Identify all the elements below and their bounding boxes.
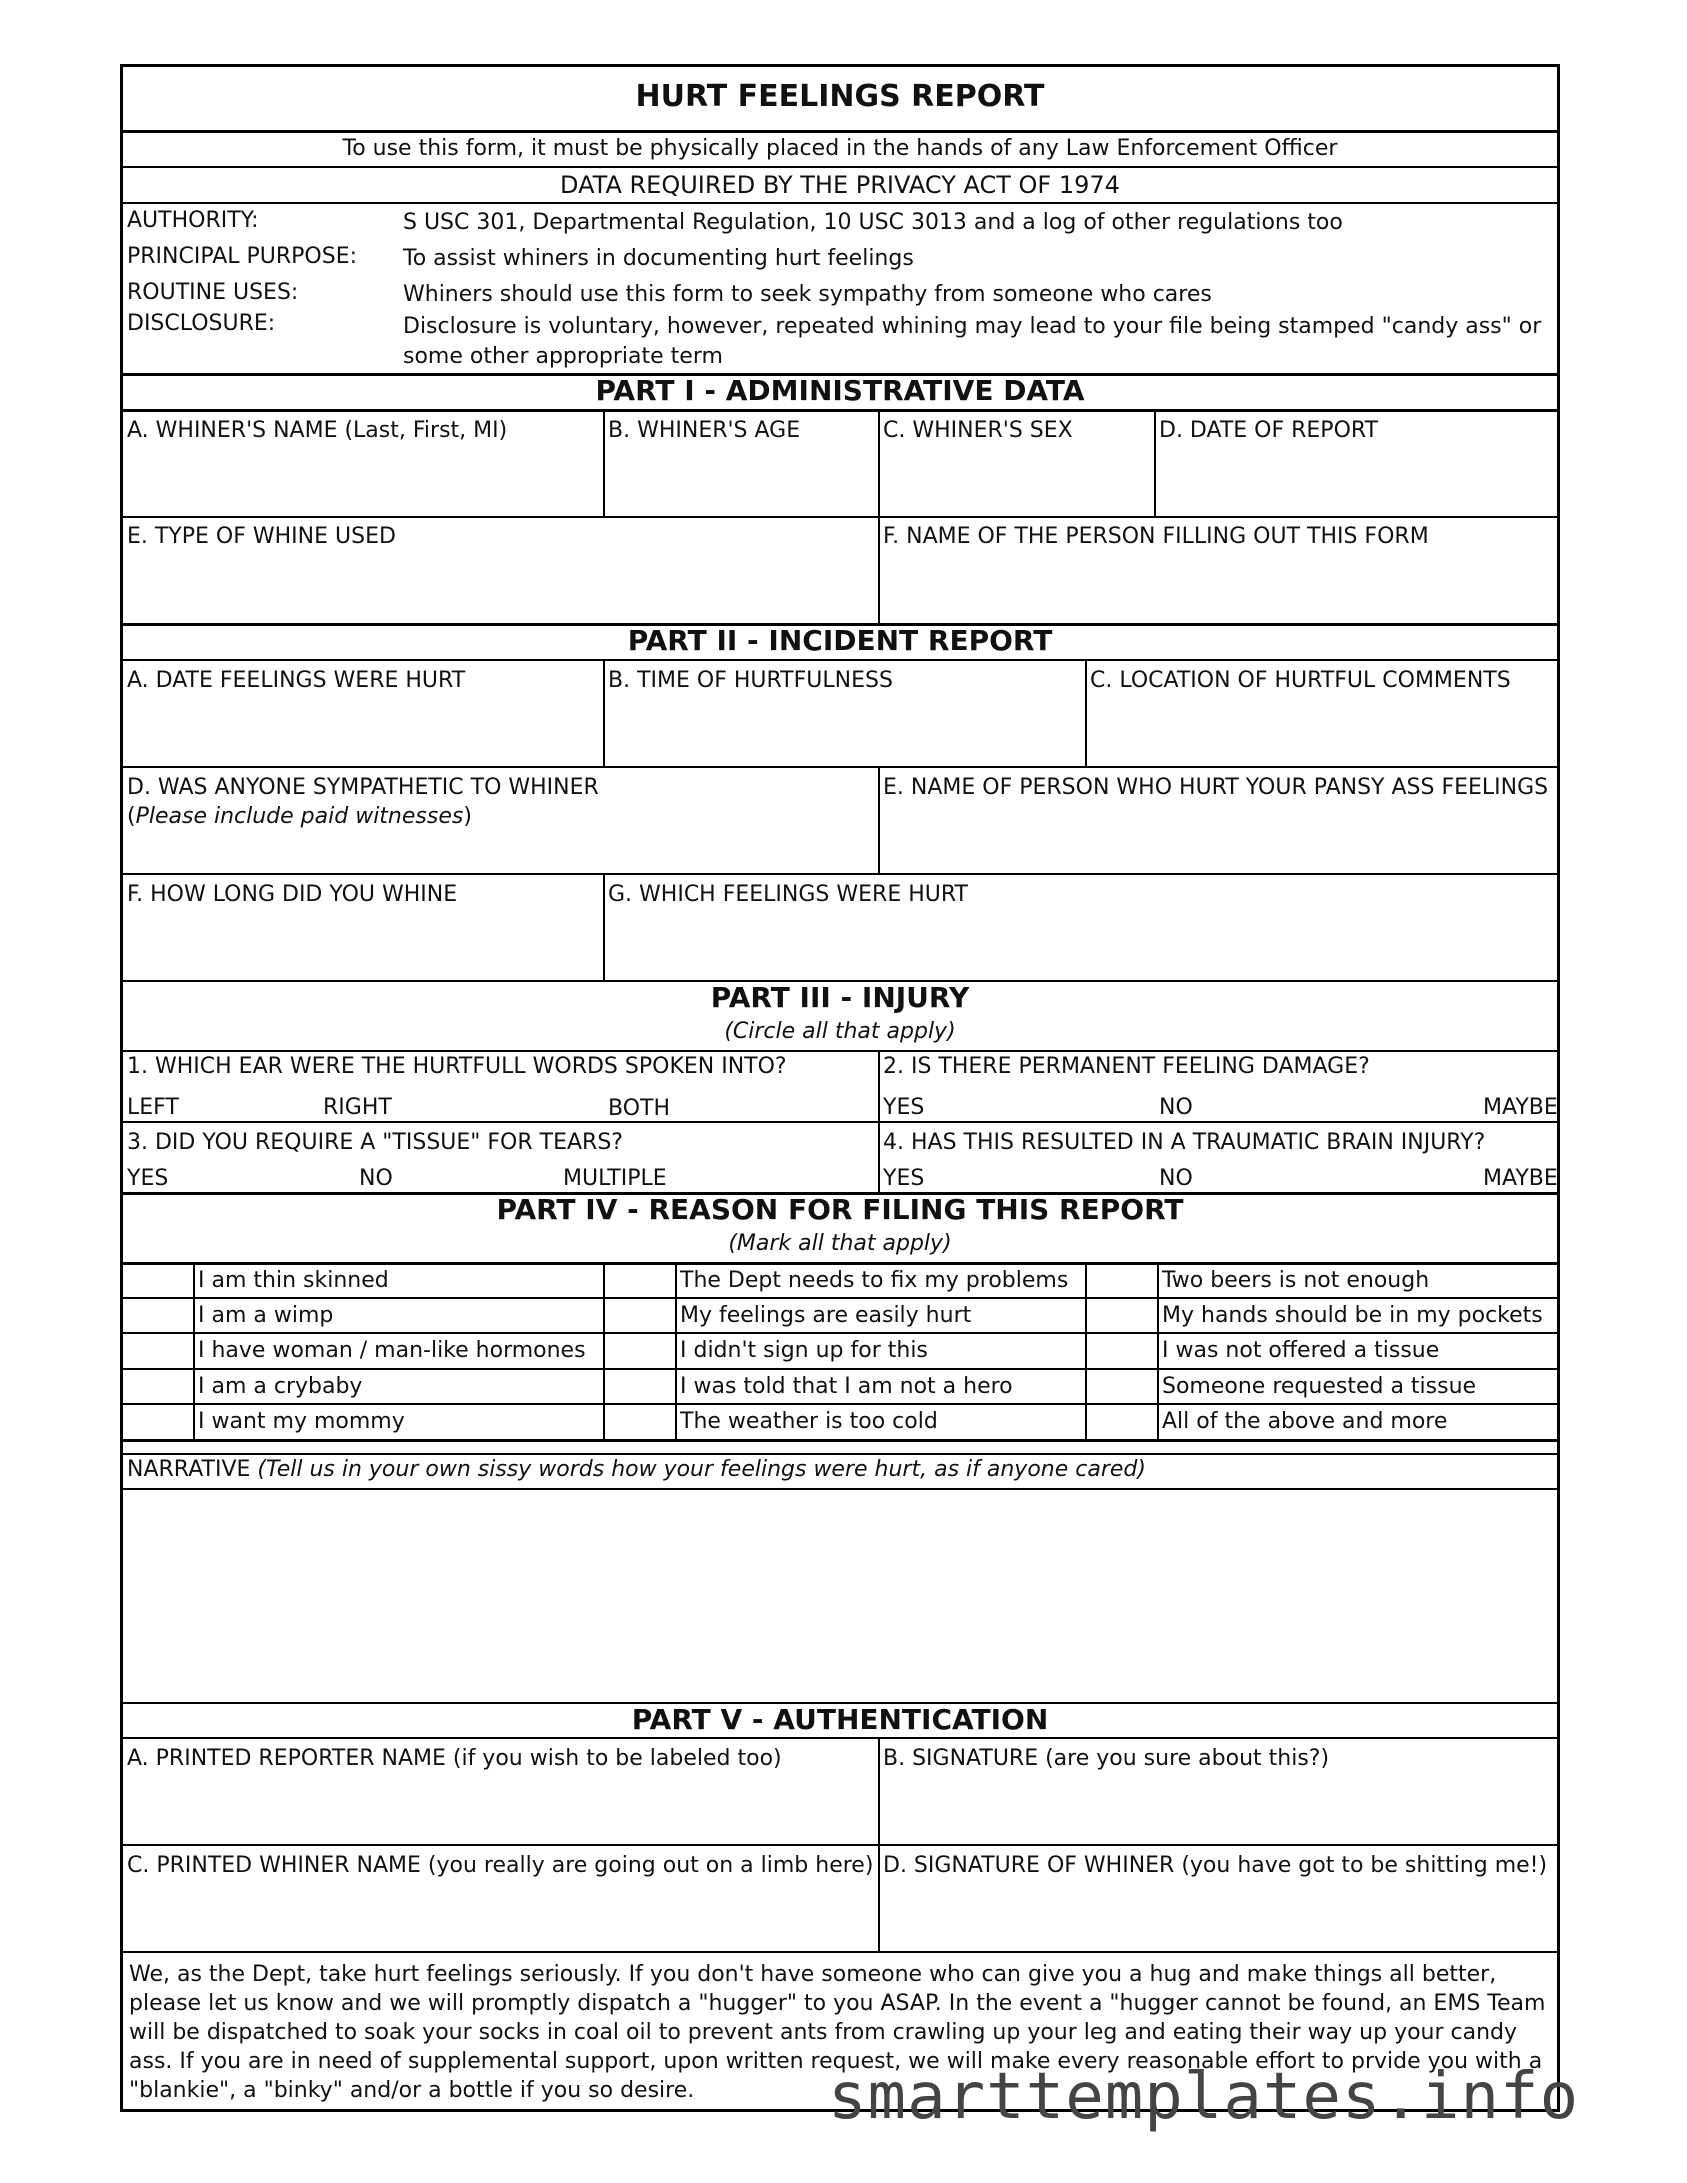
option-maybe[interactable]: MAYBE <box>1483 1095 1558 1120</box>
divider <box>123 766 1557 768</box>
reason-label: I am thin skinned <box>198 1268 389 1293</box>
option-yes[interactable]: YES <box>883 1166 925 1191</box>
purpose-label: PRINCIPAL PURPOSE: <box>127 244 358 269</box>
reason-label: I didn't sign up for this <box>680 1338 928 1363</box>
date-of-report-field[interactable]: D. DATE OF REPORT <box>1159 418 1379 443</box>
date-hurt-field[interactable]: A. DATE FEELINGS WERE HURT <box>127 668 466 693</box>
question-ear: 1. WHICH EAR WERE THE HURTFULL WORDS SPOKEN INTO? <box>127 1054 787 1079</box>
reason-label: The Dept needs to fix my problems <box>680 1268 1069 1293</box>
reason-checkbox[interactable] <box>123 1405 193 1439</box>
reason-checkbox[interactable] <box>605 1334 675 1368</box>
divider <box>123 1453 1557 1455</box>
divider <box>123 1844 1557 1846</box>
divider <box>603 409 605 516</box>
reason-label: Someone requested a tissue <box>1162 1374 1477 1399</box>
sympathy-field[interactable]: D. WAS ANYONE SYMPATHETIC TO WHINER <box>127 775 599 800</box>
option-yes[interactable]: YES <box>883 1095 925 1120</box>
option-both[interactable]: BOTH <box>608 1096 671 1121</box>
divider <box>1154 409 1156 516</box>
offender-name-field[interactable]: E. NAME OF PERSON WHO HURT YOUR PANSY ASS FEELINGS <box>883 775 1549 800</box>
reason-label: The weather is too cold <box>680 1409 938 1434</box>
part4-heading: PART IV - REASON FOR FILING THIS REPORT <box>496 1193 1184 1226</box>
reason-label: All of the above and more <box>1162 1409 1448 1434</box>
routine-text: Whiners should use this form to seek sympathy from someone who cares <box>403 282 1212 307</box>
option-no[interactable]: NO <box>359 1166 393 1191</box>
whiner-printed-name-field[interactable]: C. PRINTED WHINER NAME (you really are going out on a limb here) <box>127 1853 874 1878</box>
hurt-feelings-form <box>120 64 1560 2112</box>
part2-heading: PART II - INCIDENT REPORT <box>627 624 1053 657</box>
divider <box>123 1121 1557 1123</box>
routine-label: ROUTINE USES: <box>127 280 299 305</box>
reason-checkbox[interactable] <box>1087 1405 1157 1439</box>
divider <box>123 1951 1557 1953</box>
disclosure-text-cont: some other appropriate term <box>403 344 723 369</box>
privacy-heading: DATA REQUIRED BY THE PRIVACY ACT OF 1974 <box>560 171 1120 199</box>
reason-checkbox[interactable] <box>123 1264 193 1297</box>
reason-label: I have woman / man-like hormones <box>198 1338 586 1363</box>
option-left[interactable]: LEFT <box>127 1095 179 1120</box>
reason-checkbox[interactable] <box>123 1299 193 1332</box>
reason-checkbox[interactable] <box>123 1370 193 1403</box>
option-multiple[interactable]: MULTIPLE <box>563 1166 667 1191</box>
part4-instruction: (Mark all that apply) <box>728 1231 952 1256</box>
option-right[interactable]: RIGHT <box>323 1095 392 1120</box>
purpose-text: To assist whiners in documenting hurt feelings <box>403 246 914 271</box>
divider <box>123 516 1557 518</box>
narrative-textarea[interactable] <box>123 1490 1557 1700</box>
option-maybe[interactable]: MAYBE <box>1483 1166 1558 1191</box>
divider <box>123 873 1557 875</box>
reason-checkbox[interactable] <box>1087 1299 1157 1332</box>
question-damage: 2. IS THERE PERMANENT FEELING DAMAGE? <box>883 1054 1370 1079</box>
reason-label: I was told that I am not a hero <box>680 1374 1013 1399</box>
location-field[interactable]: C. LOCATION OF HURTFUL COMMENTS <box>1090 668 1511 693</box>
divider <box>123 409 1557 412</box>
reason-label: I want my mommy <box>198 1409 405 1434</box>
part1-heading: PART I - ADMINISTRATIVE DATA <box>595 374 1085 407</box>
whiner-name-field[interactable]: A. WHINER'S NAME (Last, First, MI) <box>127 418 508 443</box>
reason-checkbox[interactable] <box>1087 1264 1157 1297</box>
sympathy-note: (Please include paid witnesses) <box>127 804 472 829</box>
reason-checkbox[interactable] <box>605 1299 675 1332</box>
disclosure-label: DISCLOSURE: <box>127 311 276 336</box>
reason-label: I was not offered a tissue <box>1162 1338 1440 1363</box>
time-of-hurtfulness-field[interactable]: B. TIME OF HURTFULNESS <box>608 668 893 693</box>
reason-checkbox[interactable] <box>605 1370 675 1403</box>
divider <box>123 1368 1557 1370</box>
question-brain-injury: 4. HAS THIS RESULTED IN A TRAUMATIC BRAIN INJURY? <box>883 1130 1486 1155</box>
divider <box>603 659 605 766</box>
divider <box>123 1262 1557 1265</box>
reason-label: My feelings are easily hurt <box>680 1303 972 1328</box>
whiner-signature-field[interactable]: D. SIGNATURE OF WHINER (you have got to be shitting me!) <box>883 1853 1548 1878</box>
option-no[interactable]: NO <box>1159 1166 1193 1191</box>
authority-label: AUTHORITY: <box>127 208 259 233</box>
question-tissue: 3. DID YOU REQUIRE A "TISSUE" FOR TEARS? <box>127 1130 623 1155</box>
reporter-signature-field[interactable]: B. SIGNATURE (are you sure about this?) <box>883 1746 1330 1771</box>
reporter-name-field[interactable]: A. PRINTED REPORTER NAME (if you wish to be labeled too) <box>127 1746 782 1771</box>
part3-heading: PART III - INJURY <box>710 981 970 1014</box>
footer-paragraph: We, as the Dept, take hurt feelings seriously. If you don't have someone who can give you a hug and make things all better, please let us know and we will promptly dispatch a "hugger" to you ASAP. In the event a "hugger cannot be found, an EMS Team will be dispatched to soak your socks in coal oil to prevent ants from crawling up your leg and eating their way up your candy ass. If you are in need of supplemental support, upon written request, we will make every reasonable effort to prvide you with a "blankie", a "binky" and/or a bottle if you so desire. <box>129 1962 1546 2103</box>
reason-label: My hands should be in my pockets <box>1162 1303 1543 1328</box>
divider <box>123 166 1557 168</box>
reason-checkbox[interactable] <box>123 1334 193 1368</box>
whine-duration-field[interactable]: F. HOW LONG DID YOU WHINE <box>127 882 458 907</box>
divider <box>123 1297 1557 1299</box>
instruction-text: To use this form, it must be physically placed in the hands of any Law Enforcement Officer <box>342 136 1338 161</box>
option-no[interactable]: NO <box>1159 1095 1193 1120</box>
divider <box>1157 1262 1159 1439</box>
feelings-hurt-field[interactable]: G. WHICH FEELINGS WERE HURT <box>608 882 968 907</box>
divider <box>123 202 1557 204</box>
divider <box>123 1050 1557 1052</box>
type-of-whine-field[interactable]: E. TYPE OF WHINE USED <box>127 524 396 549</box>
option-yes[interactable]: YES <box>127 1166 169 1191</box>
divider <box>123 1332 1557 1334</box>
reason-checkbox[interactable] <box>605 1405 675 1439</box>
reason-label: I am a wimp <box>198 1303 334 1328</box>
watermark: smarttemplates.info <box>828 2060 1580 2134</box>
divider <box>123 1737 1557 1739</box>
divider <box>123 1439 1557 1442</box>
reason-checkbox[interactable] <box>605 1264 675 1297</box>
disclosure-text: Disclosure is voluntary, however, repeated whining may lead to your file being stamped "candy ass" or <box>403 314 1542 339</box>
reason-label: I am a crybaby <box>198 1374 363 1399</box>
whiner-age-field[interactable]: B. WHINER'S AGE <box>608 418 801 443</box>
divider <box>878 766 880 873</box>
reason-checkbox[interactable] <box>1087 1370 1157 1403</box>
whiner-sex-field[interactable]: C. WHINER'S SEX <box>883 418 1073 443</box>
divider <box>123 1403 1557 1405</box>
divider <box>193 1262 195 1439</box>
reason-label: Two beers is not enough <box>1162 1268 1430 1293</box>
divider <box>603 873 605 980</box>
form-filler-name-field[interactable]: F. NAME OF THE PERSON FILLING OUT THIS FORM <box>883 524 1429 549</box>
divider <box>123 130 1557 133</box>
reason-checkbox[interactable] <box>1087 1334 1157 1368</box>
narrative-label: NARRATIVE (Tell us in your own sissy words how your feelings were hurt, as if anyone cared) <box>127 1457 1146 1482</box>
divider <box>123 659 1557 661</box>
part3-instruction: (Circle all that apply) <box>724 1019 956 1044</box>
authority-text: S USC 301, Departmental Regulation, 10 USC 3013 and a log of other regulations too <box>403 210 1343 235</box>
form-title: HURT FEELINGS REPORT <box>635 79 1045 114</box>
divider <box>675 1262 677 1439</box>
divider <box>1085 659 1087 766</box>
part5-heading: PART V - AUTHENTICATION <box>631 1703 1049 1736</box>
